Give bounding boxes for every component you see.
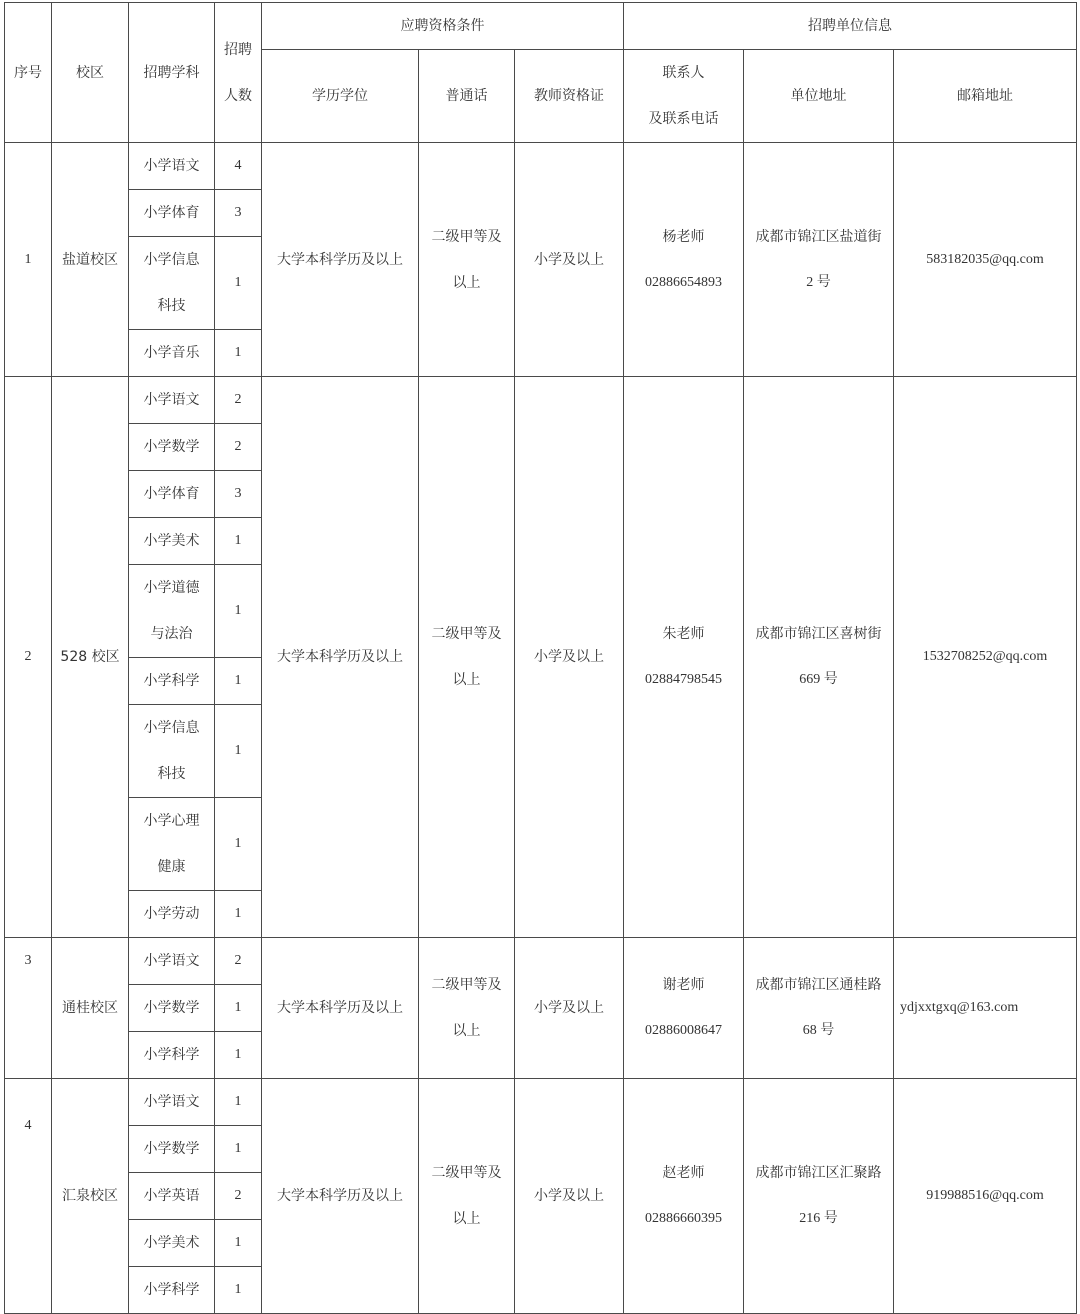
campus-contact (624, 143, 744, 377)
subject-count: 1 (215, 705, 262, 798)
subject-count: 1 (215, 1267, 262, 1314)
mandarin-line2: 以上 (452, 274, 481, 291)
header-campus: 校区 (52, 3, 129, 143)
header-qualification-group: 应聘资格条件 (262, 3, 624, 50)
subject-name-line1: 小学道德 (143, 580, 200, 596)
mandarin-line1: 二级甲等及 (431, 228, 502, 245)
address-line1: 成都市锦江区盐道街 (755, 228, 882, 245)
subject-name: 小学美术 (129, 518, 215, 565)
subject-count: 1 (215, 1032, 262, 1079)
campus-email: 1532708252@qq.com (894, 377, 1077, 938)
subject-count: 2 (215, 938, 262, 985)
subject-name: 小学数学 (129, 424, 215, 471)
subject-count: 1 (215, 518, 262, 565)
subject-name (129, 798, 215, 891)
campus-mandarin (419, 1079, 515, 1314)
subject-name: 小学语文 (129, 377, 215, 424)
subject-name-line1: 小学信息 (143, 720, 200, 736)
header-row-1 (5, 3, 1077, 50)
mandarin-line2: 以上 (452, 1211, 481, 1227)
campus-address (744, 143, 894, 377)
subject-count: 1 (215, 1220, 262, 1267)
subject-name-line1: 小学心理 (143, 813, 200, 829)
contact-name: 朱老师 (662, 626, 705, 642)
header-count-line2: 人数 (224, 87, 252, 104)
subject-count: 3 (215, 471, 262, 518)
subject-name-line2: 科技 (157, 298, 186, 314)
header-unit-group: 招聘单位信息 (624, 3, 1077, 50)
campus-education: 大学本科学历及以上 (262, 377, 419, 938)
campus-cert: 小学及以上 (515, 143, 624, 377)
header-contact (624, 50, 744, 143)
campus-email: 583182035@qq.com (894, 143, 1077, 377)
address-line2: 2 号 (806, 274, 831, 290)
header-subject: 招聘学科 (129, 3, 215, 143)
contact-phone: 02886008647 (645, 1023, 722, 1038)
subject-count: 2 (215, 377, 262, 424)
subject-name (129, 565, 215, 658)
subject-count: 1 (215, 891, 262, 938)
subject-name: 小学劳动 (129, 891, 215, 938)
header-contact-line2: 及联系电话 (648, 111, 719, 127)
subject-name: 小学音乐 (129, 330, 215, 377)
subject-name-line2: 科技 (157, 766, 186, 782)
header-teacher-cert: 教师资格证 (515, 50, 624, 143)
campus-name: 528 校区 (52, 377, 129, 938)
subject-name-line1: 小学信息 (143, 252, 200, 268)
campus-name: 盐道校区 (52, 143, 129, 377)
subject-name: 小学语文 (129, 1079, 215, 1126)
subject-name-line2: 与法治 (150, 626, 193, 642)
address-line1: 成都市锦江区汇聚路 (755, 1165, 882, 1181)
table-row (5, 143, 1077, 190)
subject-count: 4 (215, 143, 262, 190)
campus-seq: 3 (5, 938, 52, 1079)
subject-name: 小学科学 (129, 1032, 215, 1079)
campus-seq: 2 (5, 377, 52, 938)
subject-count: 1 (215, 237, 262, 330)
subject-name: 小学数学 (129, 985, 215, 1032)
recruitment-table-wrapper (4, 2, 1077, 1314)
header-email: 邮箱地址 (894, 50, 1077, 143)
subject-name (129, 705, 215, 798)
campus-contact (624, 1079, 744, 1314)
campus-address (744, 938, 894, 1079)
header-mandarin: 普通话 (419, 50, 515, 143)
contact-name: 杨老师 (662, 228, 705, 245)
subject-count: 1 (215, 985, 262, 1032)
subject-count: 2 (215, 424, 262, 471)
campus-cert: 小学及以上 (515, 938, 624, 1079)
subject-count: 1 (215, 798, 262, 891)
campus-contact (624, 377, 744, 938)
campus-mandarin (419, 377, 515, 938)
address-line1: 成都市锦江区通桂路 (755, 977, 882, 993)
subject-name: 小学体育 (129, 190, 215, 237)
recruitment-table (4, 2, 1077, 1314)
subject-count: 3 (215, 190, 262, 237)
mandarin-line2: 以上 (452, 1023, 481, 1039)
contact-name: 谢老师 (662, 977, 705, 993)
contact-name: 赵老师 (662, 1165, 705, 1181)
campus-contact (624, 938, 744, 1079)
address-line1: 成都市锦江区喜树街 (755, 626, 882, 642)
header-count (215, 3, 262, 143)
subject-name (129, 237, 215, 330)
campus-name: 汇泉校区 (52, 1079, 129, 1314)
campus-mandarin (419, 938, 515, 1079)
subject-count: 1 (215, 565, 262, 658)
campus-name: 通桂校区 (52, 938, 129, 1079)
contact-phone: 02886660395 (645, 1211, 722, 1226)
campus-cert: 小学及以上 (515, 1079, 624, 1314)
campus-email: 919988516@qq.com (894, 1079, 1077, 1314)
subject-count: 2 (215, 1173, 262, 1220)
address-line2: 216 号 (799, 1211, 838, 1226)
subject-name: 小学科学 (129, 1267, 215, 1314)
subject-count: 1 (215, 658, 262, 705)
header-address: 单位地址 (744, 50, 894, 143)
campus-address (744, 1079, 894, 1314)
header-seq: 序号 (5, 3, 52, 143)
campus-email: ydjxxtgxq@163.com (894, 938, 1077, 1079)
campus-education: 大学本科学历及以上 (262, 938, 419, 1079)
mandarin-line1: 二级甲等及 (431, 977, 502, 993)
contact-phone: 02886654893 (645, 274, 722, 290)
subject-name: 小学体育 (129, 471, 215, 518)
campus-seq: 4 (5, 1079, 52, 1314)
subject-name: 小学英语 (129, 1173, 215, 1220)
mandarin-line1: 二级甲等及 (431, 626, 502, 642)
address-line2: 669 号 (799, 672, 838, 687)
header-count-line1: 招聘 (224, 41, 252, 58)
subject-count: 1 (215, 1126, 262, 1173)
table-row (5, 1079, 1077, 1126)
mandarin-line2: 以上 (452, 672, 481, 688)
subject-name: 小学语文 (129, 938, 215, 985)
subject-name: 小学数学 (129, 1126, 215, 1173)
address-line2: 68 号 (802, 1023, 835, 1038)
subject-name: 小学科学 (129, 658, 215, 705)
campus-mandarin (419, 143, 515, 377)
campus-education: 大学本科学历及以上 (262, 1079, 419, 1314)
campus-seq: 1 (5, 143, 52, 377)
campus-education: 大学本科学历及以上 (262, 143, 419, 377)
campus-cert: 小学及以上 (515, 377, 624, 938)
mandarin-line1: 二级甲等及 (431, 1165, 502, 1181)
table-row (5, 377, 1077, 424)
subject-name: 小学美术 (129, 1220, 215, 1267)
contact-phone: 02884798545 (645, 672, 722, 687)
subject-count: 1 (215, 1079, 262, 1126)
table-row (5, 938, 1077, 985)
campus-address (744, 377, 894, 938)
subject-name: 小学语文 (129, 143, 215, 190)
subject-name-line2: 健康 (157, 859, 186, 875)
subject-count: 1 (215, 330, 262, 377)
header-contact-line1: 联系人 (662, 65, 705, 81)
header-education: 学历学位 (262, 50, 419, 143)
